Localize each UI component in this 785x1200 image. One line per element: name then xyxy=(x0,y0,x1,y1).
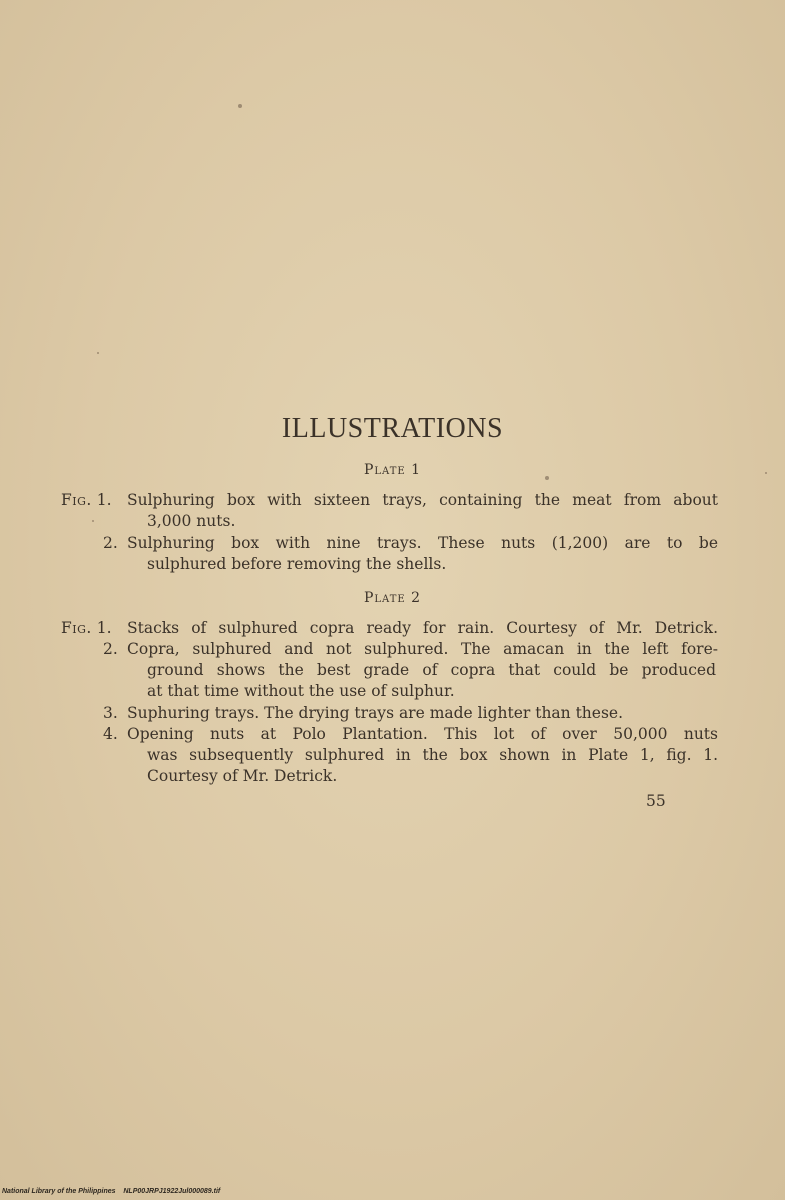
plate-2-fig-4-number: 4. xyxy=(103,725,118,743)
plate-2-fig-2-line-1: Copra, sulphured and not sulphured. The amacan in the left fore- xyxy=(127,640,718,658)
plate-1-fig-2-number: 2. xyxy=(103,534,118,552)
page-heading: ILLUSTRATIONS xyxy=(281,413,504,444)
footer-file-id: NLP00JRPJ1922Jul000089.tif xyxy=(123,1188,221,1195)
plate-2-fig-2-line-2: ground shows the best grade of copra that could be produced xyxy=(147,661,716,679)
figure-label: Fig. xyxy=(61,491,92,509)
plate-2-fig-4-line-1: Opening nuts at Polo Plantation. This lot of over 50,000 nuts xyxy=(127,725,718,743)
scan-footer xyxy=(2,1188,220,1195)
footer-library: National Library of the Philippines xyxy=(2,1188,116,1195)
plate-2-fig-2-number: 2. xyxy=(103,640,118,658)
plate-2-title: Plate 2 xyxy=(363,590,422,606)
plate-1-title: Plate 1 xyxy=(363,462,422,478)
plate-1-fig-2-line-1: Sulphuring box with nine trays. These nuts (1,200) are to be xyxy=(127,534,718,552)
paper-speck xyxy=(97,352,99,354)
plate-1-fig-1-line-2: 3,000 nuts. xyxy=(147,512,236,530)
plate-2-fig-3-line-1: Suphuring trays. The drying trays are made lighter than these. xyxy=(127,704,624,722)
plate-2-fig-1-line-1: Stacks of sulphured copra ready for rain. Courtesy of Mr. Detrick. xyxy=(127,619,718,637)
plate-1-fig-1-line-1: Sulphuring box with sixteen trays, containing the meat from about xyxy=(127,491,718,509)
paper-speck xyxy=(238,104,242,108)
plate-2-fig-4-line-3: Courtesy of Mr. Detrick. xyxy=(147,767,338,785)
figure-label: Fig. xyxy=(61,619,92,637)
paper-speck xyxy=(92,520,94,522)
plate-2-fig-1-number xyxy=(61,618,112,639)
plate-1-fig-2-line-2: sulphured before removing the shells. xyxy=(147,555,447,573)
page-number: 55 xyxy=(646,792,666,810)
plate-2-fig-4-line-2: was subsequently sulphured in the box shown in Plate 1, fig. 1. xyxy=(147,746,718,764)
plate-2-fig-2-line-3: at that time without the use of sulphur. xyxy=(147,682,455,700)
entry-number: 1. xyxy=(96,619,112,637)
plate-2-fig-3-number: 3. xyxy=(103,704,118,722)
plate-1-fig-1-number xyxy=(61,490,112,511)
entry-number: 1. xyxy=(96,491,112,509)
